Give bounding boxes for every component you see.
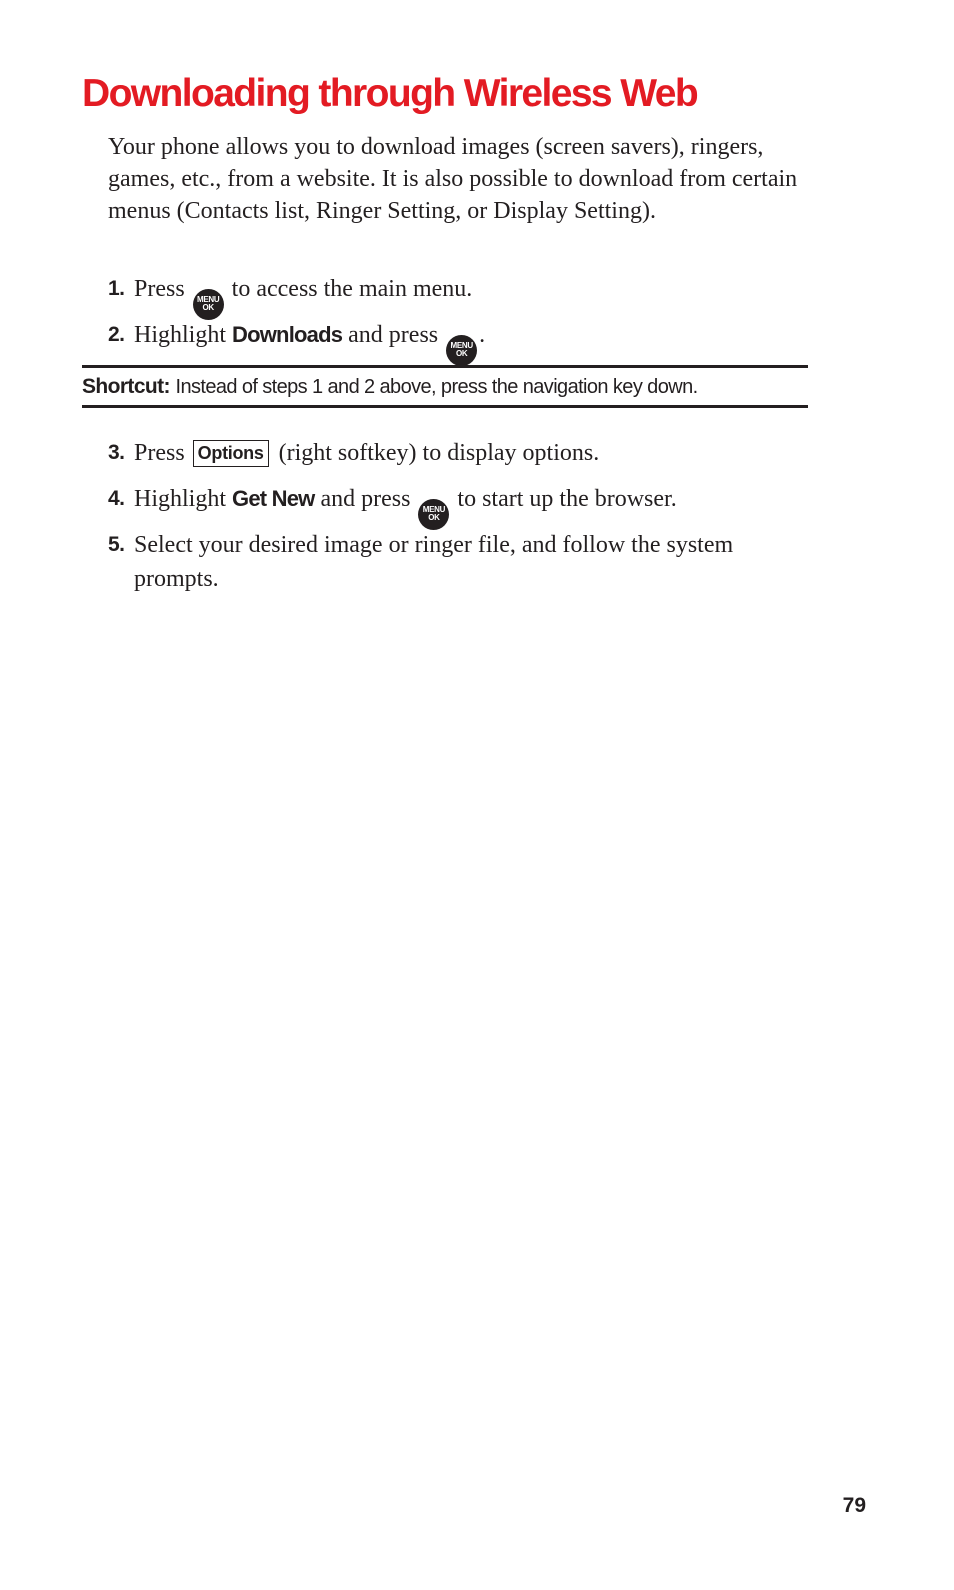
step-1 [108,272,808,320]
intro-paragraph: Your phone allows you to download images (screen savers), ringers, games, etc., from a website. It is also possible to download from certain menus (Contacts list, Ringer Setting, or Display Setting). [108,134,798,224]
step-text: Select your desired image or ringer file, and follow the system prompts. [134,532,734,592]
menu-ok-key-icon: MENU OK [193,289,224,320]
step-number: 4. [108,487,125,510]
step-number: 5. [108,533,125,556]
options-softkey-icon: Options [193,440,269,467]
step-number: 1. [108,277,125,300]
step-text: Highlight Downloads and press MENU OK . [108,318,808,366]
menu-ok-key-icon: MENU OK [418,499,449,530]
step-text: Press MENU OK to access the main menu. [108,272,808,320]
shortcut-label: Shortcut: [82,375,170,398]
page-title: Downloading through Wireless Web [82,72,698,115]
menu-term-downloads: Downloads [232,322,343,347]
menu-ok-key-icon: MENU OK [446,335,477,366]
step-4 [108,482,808,530]
menu-term-get-new: Get New [232,486,315,511]
step-number: 2. [108,323,125,346]
shortcut-text: Instead of steps 1 and 2 above, press the navigation key down. [175,376,698,398]
page-number: 79 [842,1494,866,1517]
step-3 [108,436,808,470]
step-text: Highlight Get New and press MENU OK to start up the browser. [108,482,808,530]
step-text: Press Options (right softkey) to display options. [134,440,600,466]
step-2 [108,318,808,366]
step-5 [108,528,808,596]
shortcut-note [82,365,808,408]
step-number: 3. [108,441,125,464]
